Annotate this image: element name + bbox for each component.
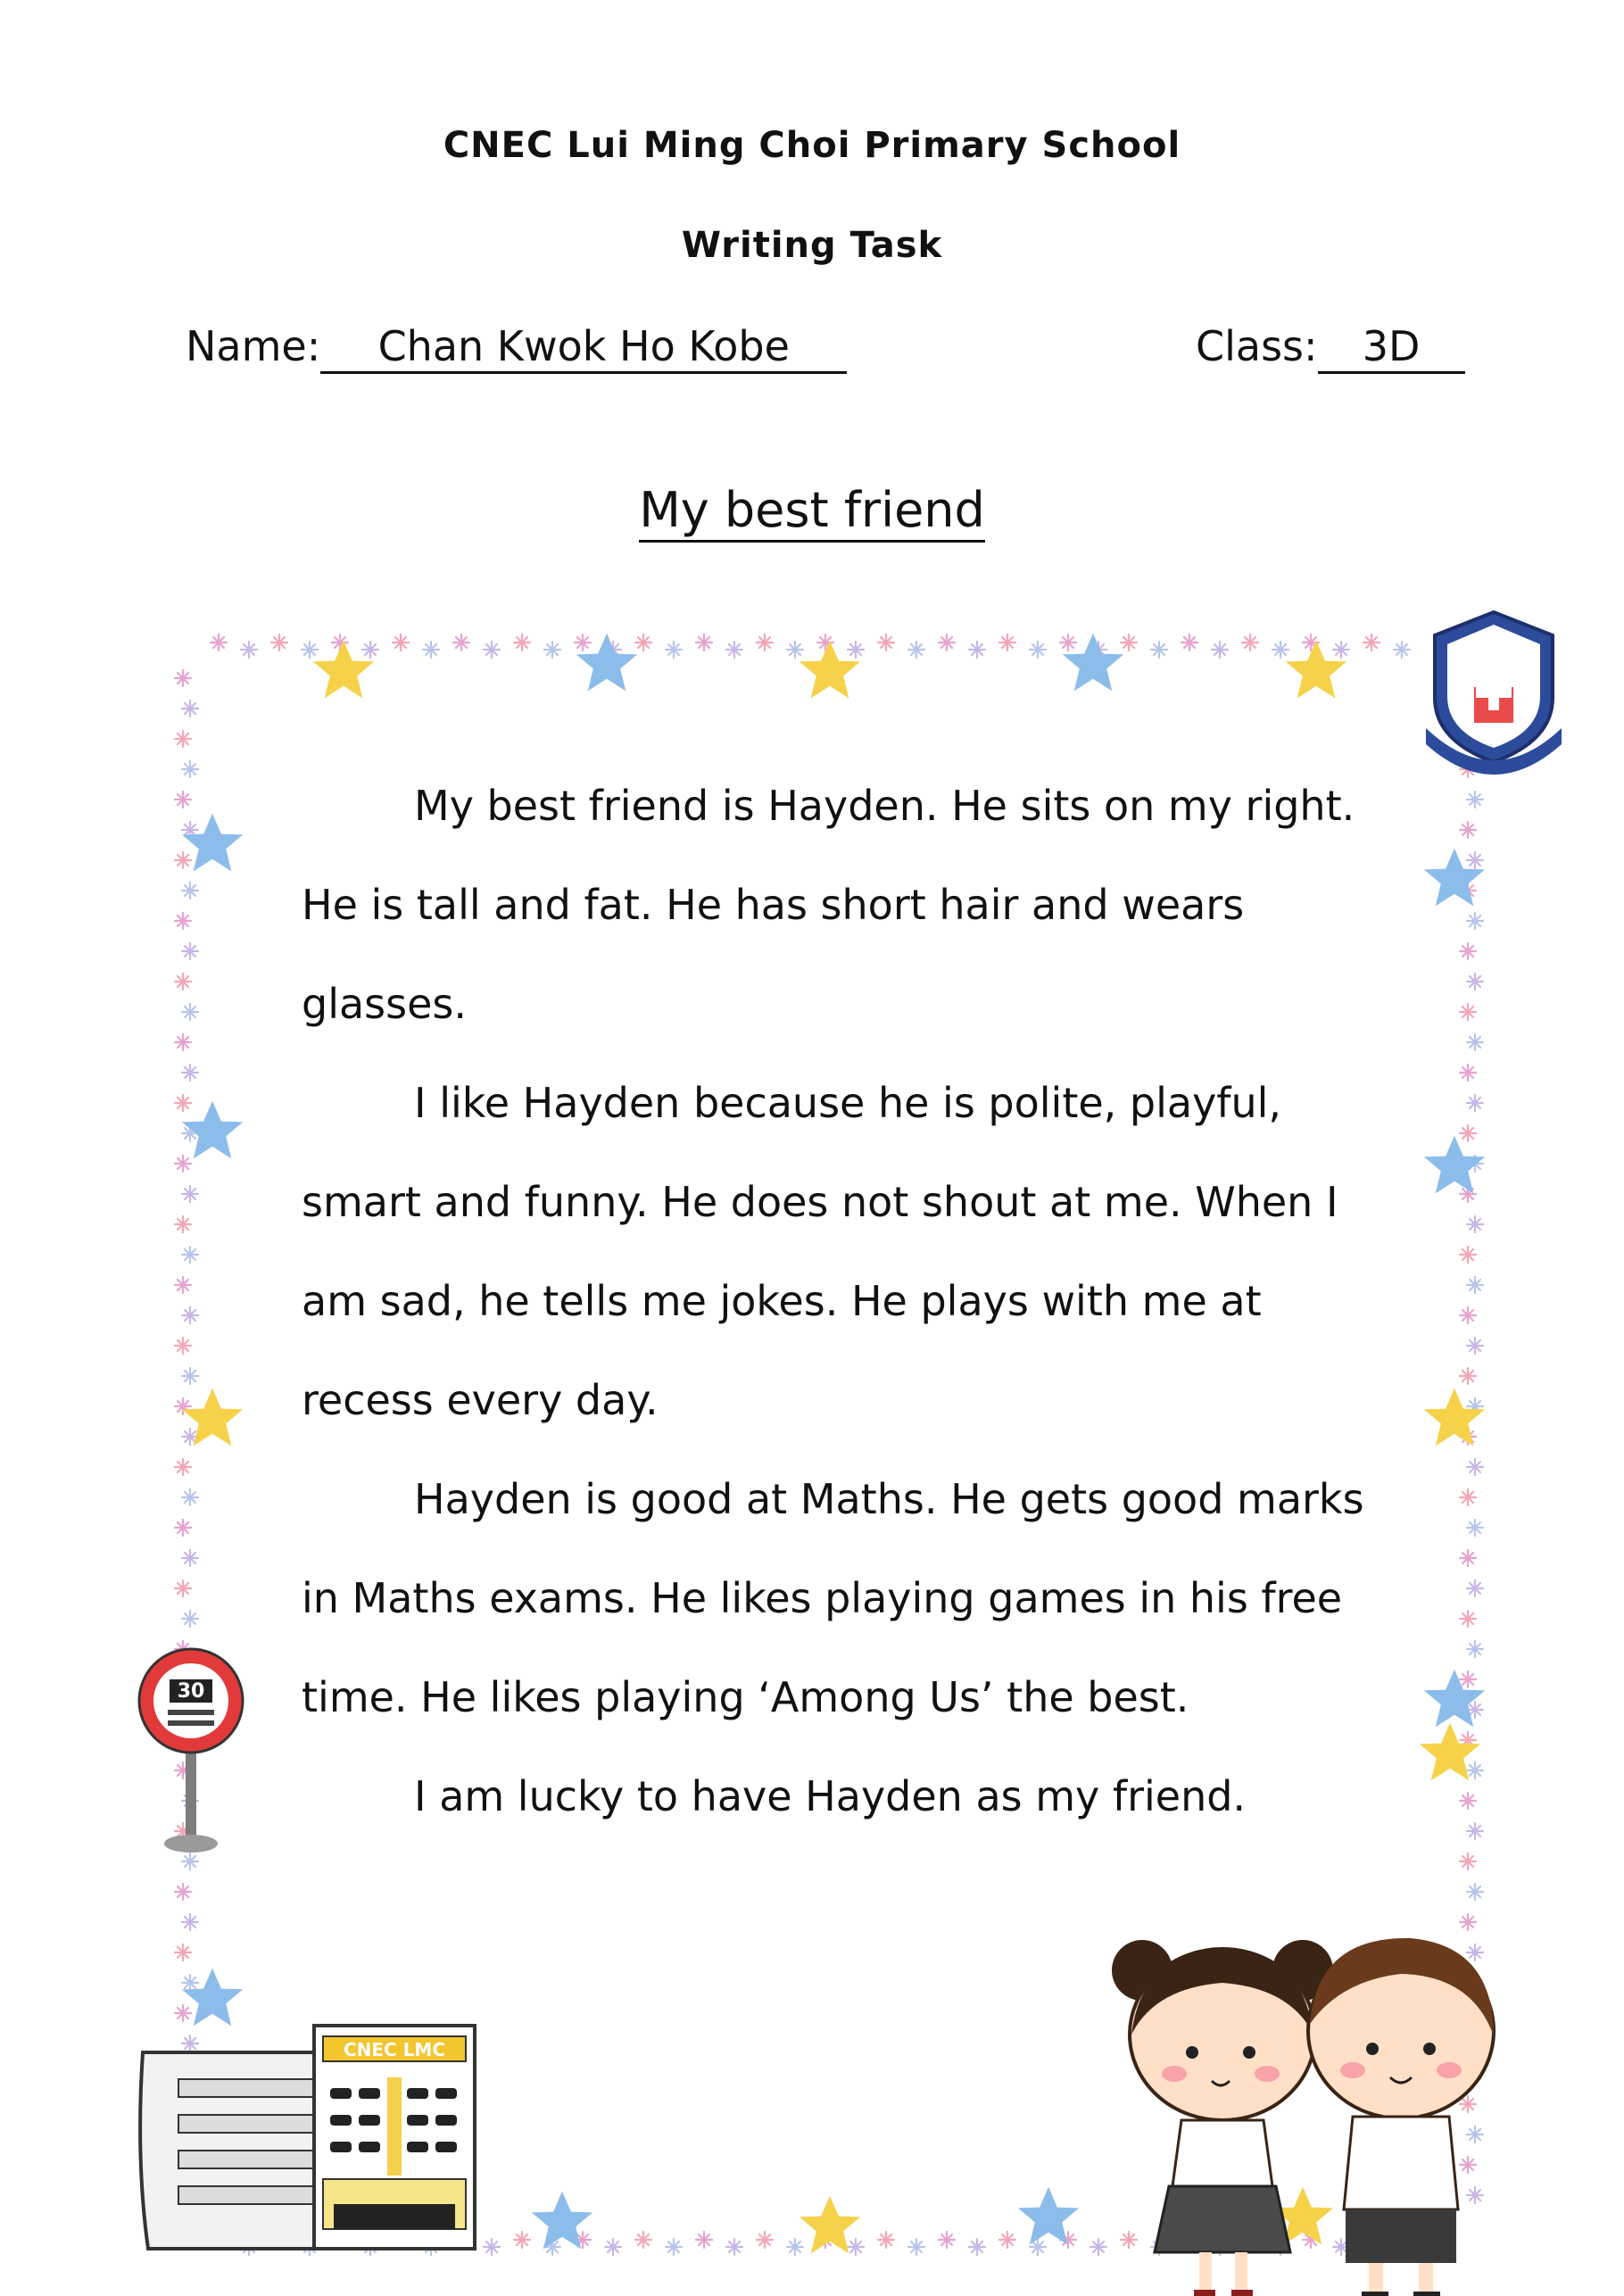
sparkle-icon [999,2232,1015,2248]
sparkle-icon [878,2232,894,2248]
sparkle-icon [1121,2232,1137,2248]
essay-line: smart and funny. He does not shout at me. When I [302,1178,1338,1226]
sparkle-icon [878,634,894,651]
sparkle-icon [514,634,530,651]
sparkle-icon [757,2232,773,2248]
sparkle-icon [182,1004,198,1020]
sparkle-icon [666,2239,682,2255]
sparkle-icon [1090,2239,1106,2255]
sparkle-icon [1460,1125,1476,1141]
sparkle-icon [635,2232,651,2248]
sparkle-icon [1363,634,1380,651]
sparkle-icon [787,642,803,658]
sparkle-icon [182,1611,198,1627]
sparkle-icon [1460,1550,1476,1566]
essay-line: I like Hayden because he is polite, playful, [414,1079,1282,1127]
school-crest-icon [1426,612,1562,775]
sparkle-icon [757,634,773,651]
sparkle-icon [271,634,287,651]
sparkle-icon [182,883,198,899]
sparkle-icon [302,642,318,658]
sparkle-icon [175,792,191,808]
sparkle-icon [1151,642,1167,658]
sparkle-icon [175,1277,191,1293]
sparkle-icon [1121,634,1137,651]
sparkle-icon [362,642,378,658]
essay-line: I am lucky to have Hayden as my friend. [414,1772,1247,1820]
sparkle-icon [1467,1216,1483,1232]
sparkle-icon [1467,852,1483,868]
sparkle-icon [1467,1277,1483,1293]
bus-number: 30 [177,1680,205,1703]
sparkle-icon [182,2035,198,2051]
sparkle-icon [1181,634,1197,651]
sparkle-icon [175,1459,191,1475]
essay-line: in Maths exams. He likes playing games in his free [302,1574,1343,1622]
sparkle-icon [1467,974,1483,990]
sparkle-icon [1467,1641,1483,1657]
sparkle-icon [453,634,469,651]
sparkle-icon [1467,792,1483,808]
essay-line: am sad, he tells me jokes. He plays with me at [302,1277,1262,1325]
star-icon [1424,1670,1485,1728]
sparkle-icon [1212,642,1228,658]
sparkle-icon [1460,822,1476,838]
sparkle-icon [999,634,1015,651]
sparkle-icon [1460,1489,1476,1505]
name-label: Name: [186,322,321,370]
sparkle-icon [1467,1520,1483,1536]
sparkle-icon [848,2239,864,2255]
star-icon [1420,1723,1480,1781]
sparkle-icon [211,634,227,651]
essay-line: glasses. [302,980,467,1028]
sparkle-icon [1467,1944,1483,1960]
sparkle-icon [182,1975,198,1991]
sparkle-icon [1460,1247,1476,1263]
sparkle-icon [939,2232,955,2248]
sparkle-icon [393,634,409,651]
school-name: CNEC Lui Ming Choi Primary School [443,125,1181,166]
sparkle-icon [1460,1671,1476,1687]
sparkle-icon [182,1247,198,1263]
sparkle-icon [182,1307,198,1323]
sparkle-icon [1467,1884,1483,1900]
sparkle-icon [175,1520,191,1536]
sparkle-icon [1460,1004,1476,1020]
sparkle-icon [1460,1914,1476,1930]
sparkle-icon [1467,2126,1483,2143]
class-field: 3D [1318,321,1465,374]
sparkle-icon [175,1095,191,1111]
sparkle-icon [175,1338,191,1354]
sparkle-icon [1060,634,1076,651]
star-icon [1018,2187,1079,2245]
essay-line: recess every day. [302,1376,659,1424]
sparkle-icon [1460,1065,1476,1081]
sparkle-icon [175,852,191,868]
sparkle-icon [1460,1307,1476,1323]
sparkle-icon [175,1944,191,1960]
sparkle-icon [1460,1853,1476,1869]
sparkle-icon [1467,2187,1483,2203]
sparkle-icon [848,642,864,658]
sparkle-icon [182,943,198,959]
sparkle-icon [1467,1338,1483,1354]
sparkle-icon [1460,1793,1476,1809]
sparkle-icon [696,2232,712,2248]
sparkle-icon [1467,1034,1483,1050]
sparkle-icon [514,2232,530,2248]
sparkle-icon [1460,1611,1476,1627]
sparkle-icon [182,1914,198,1930]
sparkle-icon [241,642,257,658]
sparkle-icon [175,913,191,929]
sparkle-icon [544,642,560,658]
sparkle-icon [969,2239,985,2255]
sparkle-icon [605,2239,621,2255]
sparkle-icon [908,642,924,658]
sparkle-icon [666,642,682,658]
sparkle-icon [182,1368,198,1384]
sparkle-icon [1242,634,1258,651]
sparkle-icon [182,1853,198,1869]
sparkle-icon [182,700,198,717]
essay-line: Hayden is good at Maths. He gets good marks [414,1475,1364,1523]
sparkle-icon [182,761,198,777]
children-illustration [1112,1938,1494,2296]
school-building-icon [140,2026,475,2249]
sparkle-icon [1030,642,1046,658]
sparkle-icon [175,1034,191,1050]
sparkle-icon [575,634,591,651]
sparkle-icon [175,1884,191,1900]
sparkle-icon [182,1550,198,1566]
sparkle-icon [423,642,439,658]
sparkle-icon [1467,913,1483,929]
sparkle-icon [1460,2157,1476,2173]
sparkle-icon [175,974,191,990]
sparkle-icon [175,1156,191,1172]
sparkle-icon [1467,1823,1483,1839]
sparkle-icon [939,634,955,651]
sparkle-icon [484,642,500,658]
sparkle-icon [182,1186,198,1202]
sparkle-icon [1467,1459,1483,1475]
bus-stop-icon [139,1649,243,1853]
sparkle-icon [1467,1762,1483,1778]
essay-line: time. He likes playing ‘Among Us’ the best. [302,1673,1189,1721]
class-label: Class: [1196,322,1318,370]
sparkle-icon [787,2239,803,2255]
sparkle-icon [1394,642,1410,658]
sparkle-icon [1460,943,1476,959]
name-field: Chan Kwok Ho Kobe [320,321,847,374]
sparkle-icon [175,2005,191,2021]
essay-title-text: My best friend [639,482,985,543]
task-title: Writing Task [681,225,943,266]
sparkle-icon [1467,1095,1483,1111]
sparkle-icon [1460,1368,1476,1384]
essay-line: He is tall and fat. He has short hair and wears [302,881,1245,929]
sparkle-icon [726,2239,742,2255]
sparkle-icon [182,1065,198,1081]
sparkle-icon [175,1580,191,1596]
sparkle-icon [175,731,191,747]
building-sign: CNEC LMC [343,2039,446,2060]
sparkle-icon [175,1216,191,1232]
sparkle-icon [969,642,985,658]
sparkle-icon [1467,1580,1483,1596]
sparkle-icon [908,2239,924,2255]
sparkle-icon [1272,642,1288,658]
sparkle-icon [175,670,191,686]
sparkle-icon [726,642,742,658]
sparkle-icon [635,634,651,651]
essay-body [302,757,1372,1846]
sparkle-icon [696,634,712,651]
sparkle-icon [182,1489,198,1505]
essay-line: My best friend is Hayden. He sits on my right. [414,782,1355,830]
sparkle-icon [484,2239,500,2255]
sparkle-icon [1333,642,1349,658]
